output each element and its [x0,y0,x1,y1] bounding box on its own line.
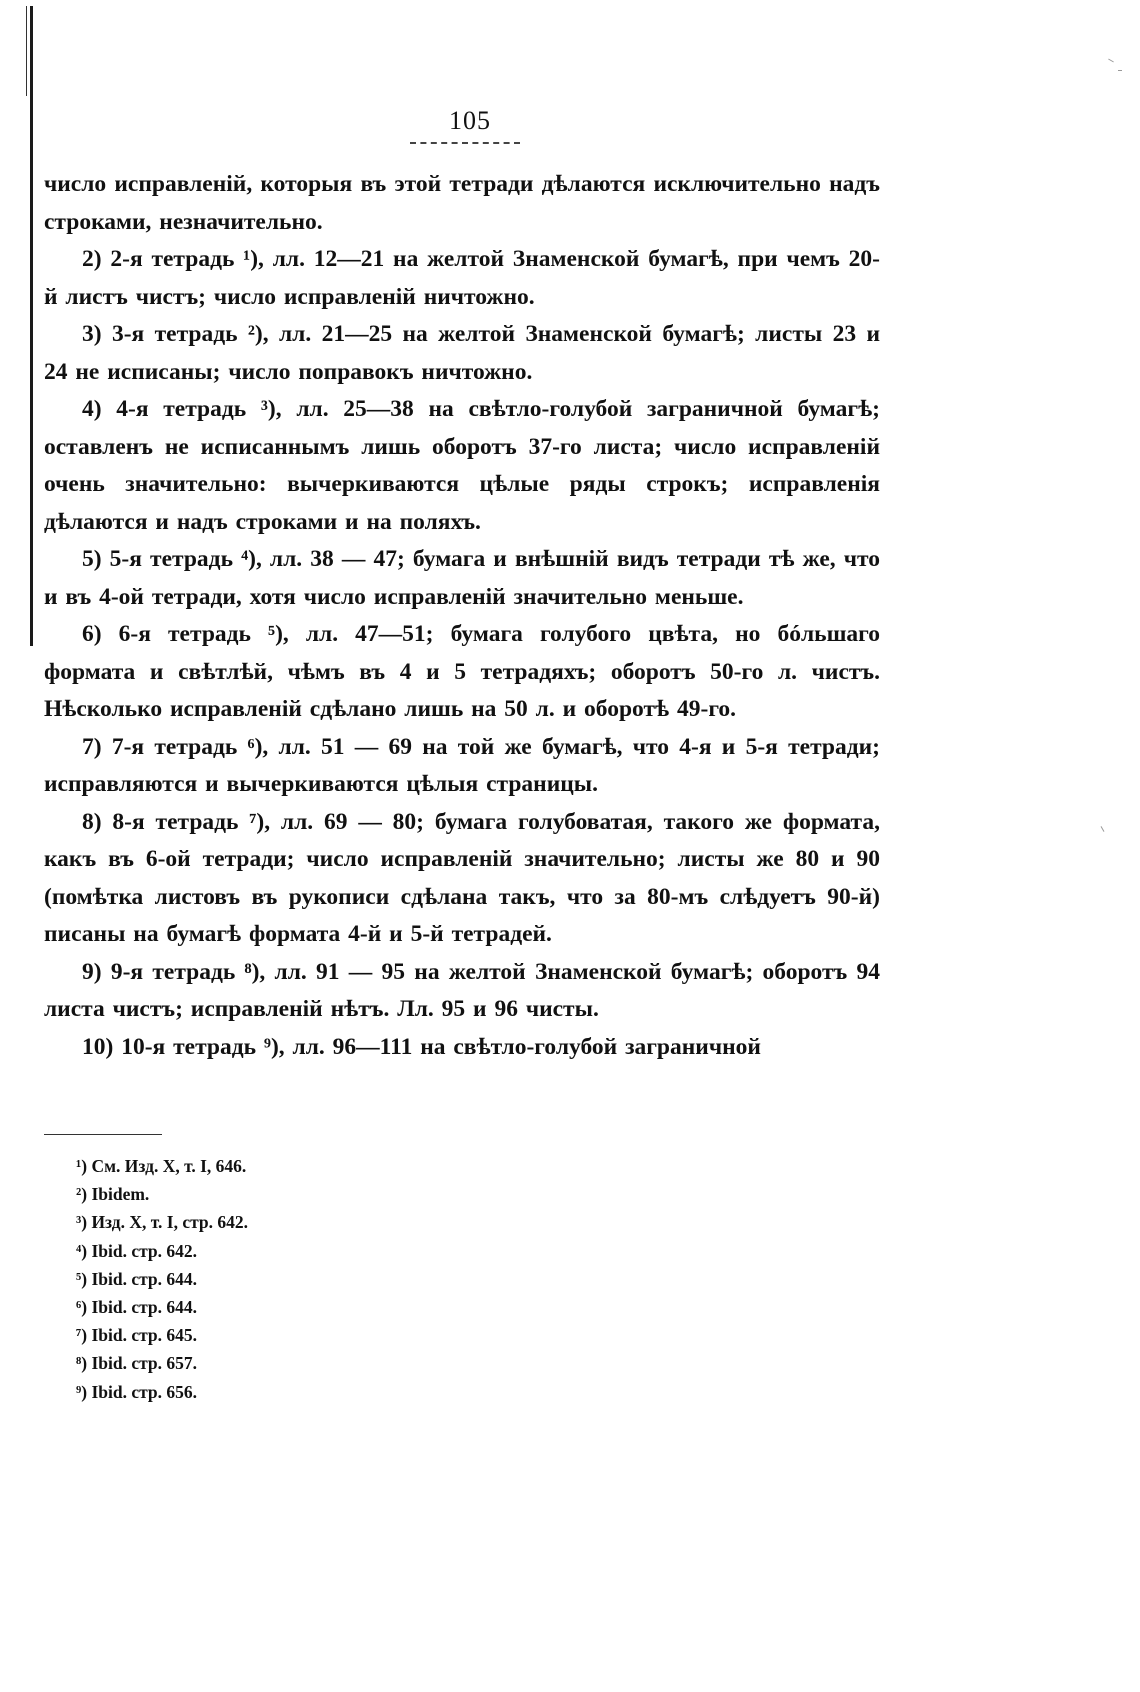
scan-speck [1108,59,1114,63]
scan-speck [1101,826,1105,832]
paragraph-notebook-4: 4) 4-я тетрадь ³), лл. 25—38 на свѣтло-голубой заграничной бумагѣ; оставленъ не исписаннымъ лишь оборотъ 37-го листа; число исправленій очень значительно: вычеркиваются цѣлые ряды строкъ; исправленія дѣлаются и надъ строками и на поляхъ. [44,396,880,535]
footnote-separator [44,1134,162,1135]
footnote-8: ⁸) Ibid. стр. 657. [76,1353,198,1374]
footnote-5: ⁵) Ibid. стр. 644. [76,1268,198,1289]
paragraph-notebook-3: 3) 3-я тетрадь ²), лл. 21—25 на желтой Знаменской бумагѣ; листы 23 и 24 не исписаны; число поправокъ ничтожно. [44,321,880,385]
footnote-1: ¹) См. Изд. X, т. I, 646. [76,1156,247,1176]
paragraph-notebook-7: 7) 7-я тетрадь ⁶), лл. 51 — 69 на той же бумагѣ, что 4-я и 5-я тетради; исправляются и вычеркиваются цѣлыя страницы. [44,733,880,797]
footnote-3: ³) Изд. X, т. I, стр. 642. [76,1212,249,1233]
paragraph-notebook-10: 10) 10-я тетрадь ⁹), лл. 96—111 на свѣтло-голубой заграничной [82,1033,761,1060]
footnote-2: ²) Ibidem. [76,1184,150,1205]
paragraph-continuation: число исправленій, которыя въ этой тетради дѣлаются исключительно надъ строками, незначительно. [44,171,880,235]
page-number-underline [410,142,520,144]
binding-edge-line [30,6,33,646]
binding-edge-line-thin [26,6,27,96]
paragraph-notebook-8: 8) 8-я тетрадь ⁷), лл. 69 — 80; бумага голубоватая, такого же формата, какъ въ 6-ой тетради; число исправленій значительно; листы же 80 и 90 (помѣтка листовъ въ рукописи сдѣлана такъ, что за 80-мъ слѣдуетъ 90-й) писаны на бумагѣ формата 4-й и 5-й тетрадей. [44,808,880,947]
paragraph-notebook-6: 6) 6-я тетрадь ⁵), лл. 47—51; бумага голубого цвѣта, но бóльшаго формата и свѣтлѣй, чѣмъ въ 4 и 5 тетрадяхъ; оборотъ 50-го л. чистъ. Нѣсколько исправленій сдѣлано лишь на 50 л. и оборотѣ 49-го. [44,621,880,722]
footnotes [76,1152,576,1406]
footnote-4: ⁴) Ibid. стр. 642. [76,1240,198,1261]
scan-speck [1118,70,1122,71]
footnote-9: ⁹) Ibid. стр. 656. [76,1381,198,1402]
footnote-6: ⁶) Ibid. стр. 644. [76,1297,198,1318]
page-number: 105 [449,106,491,135]
footnote-7: ⁷) Ibid. стр. 645. [76,1325,198,1346]
paragraph-notebook-9: 9) 9-я тетрадь ⁸), лл. 91 — 95 на желтой Знаменской бумагѣ; оборотъ 94 листа чистъ; исправленій нѣтъ. Лл. 95 и 96 чисты. [44,958,880,1022]
main-text [44,166,880,1066]
paragraph-notebook-2: 2) 2-я тетрадь ¹), лл. 12—21 на желтой Знаменской бумагѣ, при чемъ 20-й листъ чистъ; число исправленій ничтожно. [44,246,880,310]
paragraph-notebook-5: 5) 5-я тетрадь ⁴), лл. 38 — 47; бумага и внѣшній видъ тетради тѣ же, что и въ 4-ой тетради, хотя число исправленій значительно меньше. [44,546,880,610]
